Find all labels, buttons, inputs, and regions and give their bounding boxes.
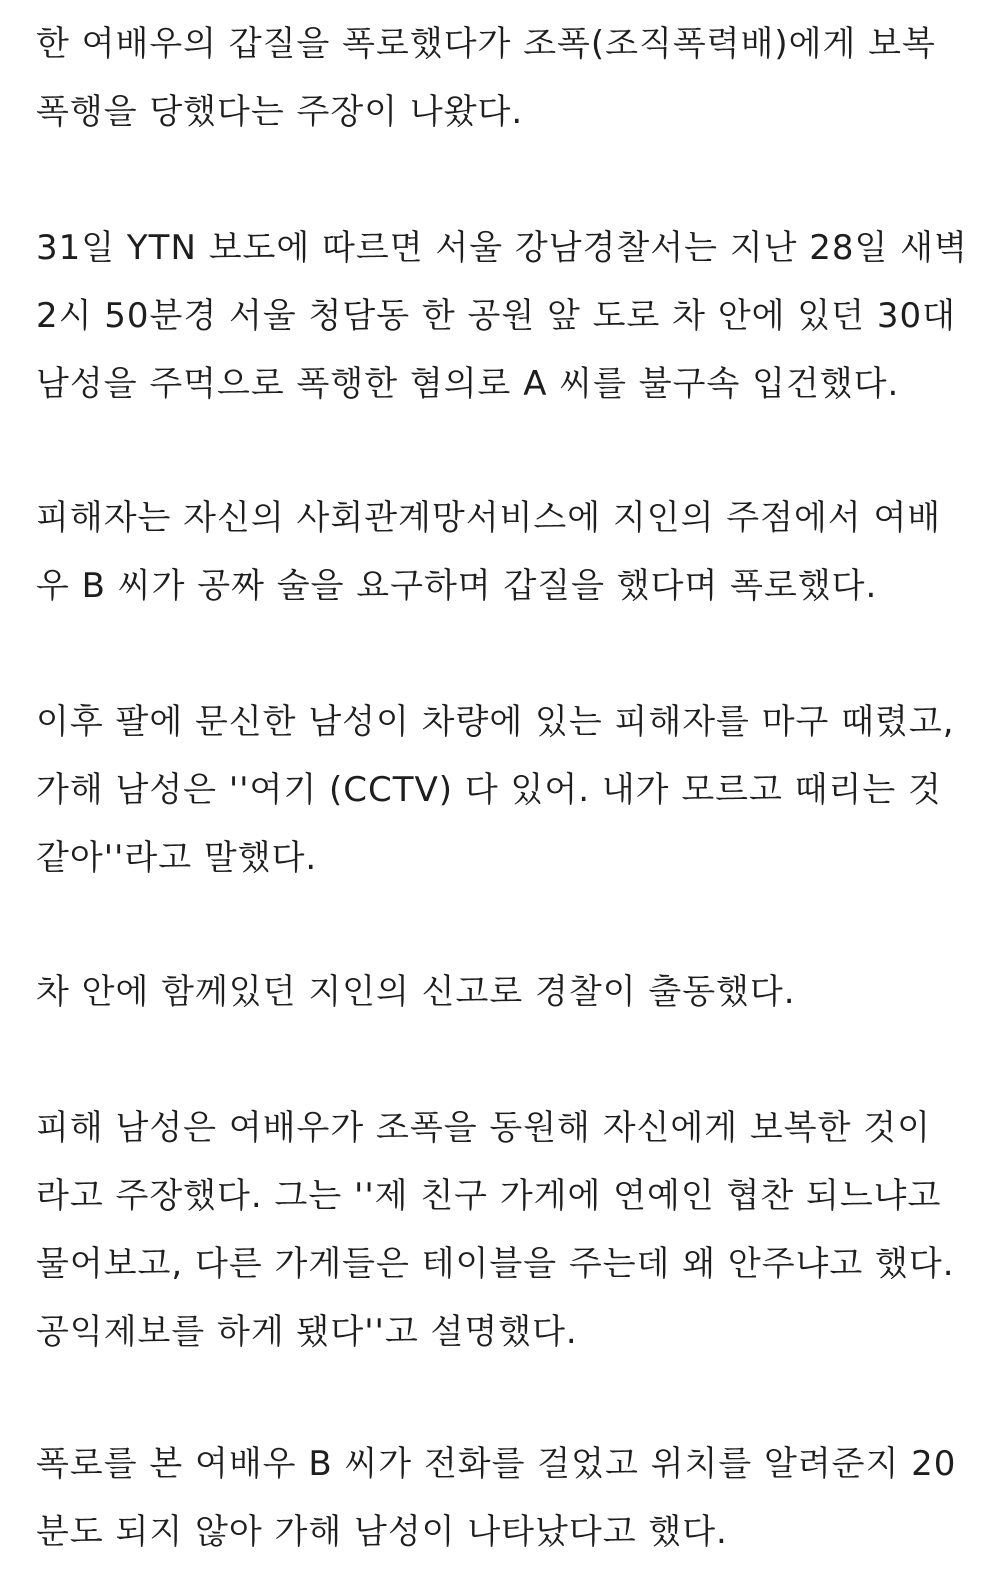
paragraph-5	[36, 958, 966, 1026]
text-line: 이후 팔에 문신한 남성이 차량에 있는 피해자를 마구 때렸고,	[36, 702, 955, 742]
text-line: 가해 남성은 ''여기 (CCTV) 다 있어. 내가 모르고 때리는 것	[36, 770, 942, 810]
text-line: 남성을 주먹으로 폭행한 혐의로 A 씨를 불구속 입건했다.	[36, 364, 900, 404]
text-line: 31일 YTN 보도에 따르면 서울 강남경찰서는 지난 28일 새벽	[36, 228, 968, 268]
text-line: 라고 주장했다. 그는 ''제 친구 가게에 연예인 협찬 되느냐고	[36, 1176, 942, 1216]
text-line: 같아''라고 말했다.	[36, 838, 318, 878]
text-line: 우 B 씨가 공짜 술을 요구하며 갑질을 했다며 폭로했다.	[36, 566, 878, 606]
paragraph-4	[36, 688, 966, 892]
text-line: 폭로를 본 여배우 B 씨가 전화를 걸었고 위치를 알려준지 20	[36, 1444, 957, 1484]
text-line: 물어보고, 다른 가게들은 테이블을 주는데 왜 안주냐고 했다.	[36, 1244, 955, 1284]
paragraph-2	[36, 214, 966, 418]
text-line: 2시 50분경 서울 청담동 한 공원 앞 도로 차 안에 있던 30대	[36, 296, 956, 336]
paragraph-7	[36, 1430, 966, 1566]
text-line: 폭행을 당했다는 주장이 나왔다.	[36, 92, 524, 132]
text-line: 피해자는 자신의 사회관계망서비스에 지인의 주점에서 여배	[36, 498, 942, 538]
paragraph-3	[36, 484, 966, 620]
text-line: 한 여배우의 갑질을 폭로했다가 조폭(조직폭력배)에게 보복	[36, 24, 936, 64]
text-line: 분도 되지 않아 가해 남성이 나타났다고 했다.	[36, 1512, 728, 1552]
text-line: 차 안에 함께있던 지인의 신고로 경찰이 출동했다.	[36, 972, 796, 1012]
text-line: 공익제보를 하게 됐다''고 설명했다.	[36, 1312, 578, 1352]
text-line: 피해 남성은 여배우가 조폭을 동원해 자신에게 보복한 것이	[36, 1108, 931, 1148]
paragraph-1	[36, 10, 966, 146]
paragraph-6	[36, 1094, 966, 1366]
